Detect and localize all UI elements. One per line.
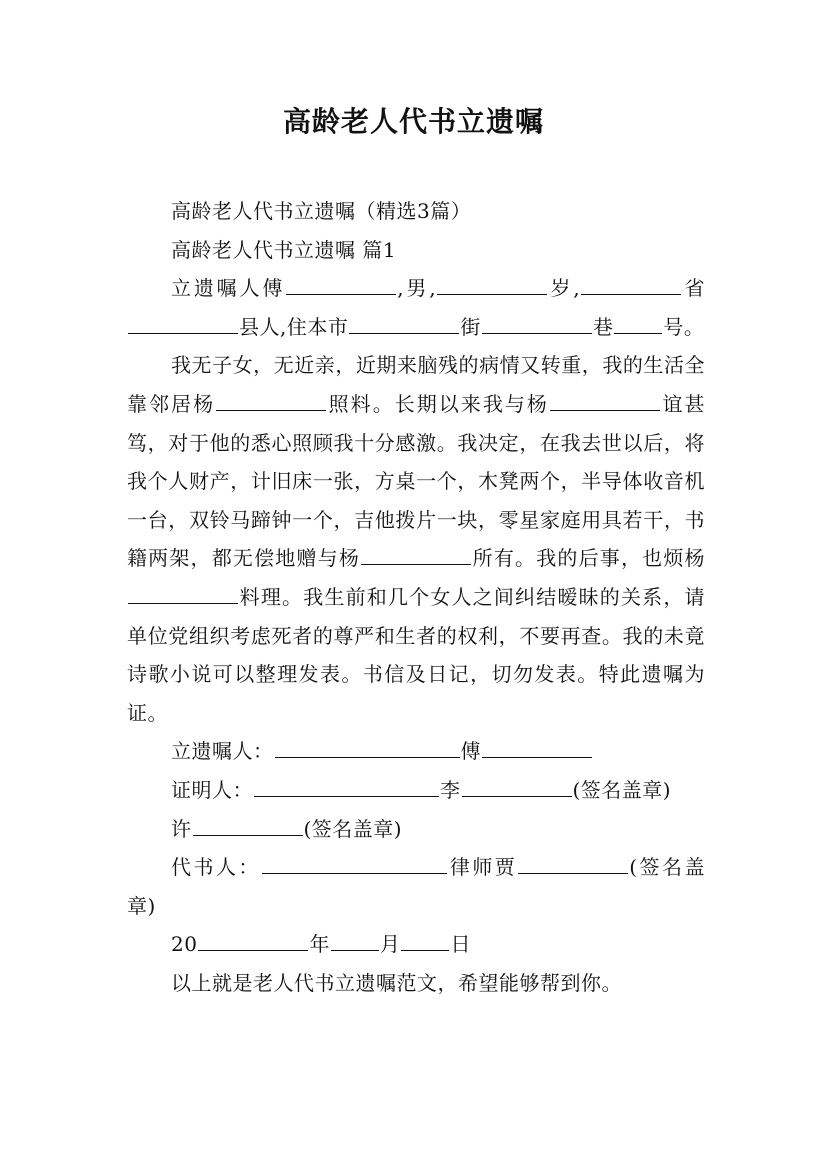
executor-name-blank — [128, 582, 238, 604]
signature-blank — [518, 852, 628, 874]
testator-signature-line — [127, 732, 705, 771]
neighbor-name-blank — [550, 389, 660, 411]
date-line — [127, 925, 705, 964]
signature-blank — [193, 814, 303, 836]
text-segment: 所有。我的后事，也烦杨 — [472, 546, 705, 571]
text-segment: 号。 — [663, 314, 705, 339]
text-segment: 谊甚笃，对于他的悉心照顾我十分感激。我决定，在我去世以后，将我个人财产，计旧床一张，方桌一个，木凳两个，半导体收音机一台，双铃马蹄钟一个，吉他拨片一块，零星家庭用具若干，书籍两架，都无偿地赠与杨 — [127, 391, 706, 571]
text-segment: 省 — [682, 276, 706, 301]
signature-blank — [482, 736, 592, 758]
witness-signature-line — [127, 771, 705, 810]
text-segment: 照料。长期以来我与杨 — [327, 391, 549, 416]
name-blank — [286, 273, 396, 295]
text-segment: (签名盖章) — [127, 855, 705, 918]
text-segment: 月 — [379, 932, 401, 957]
text-segment: ,男, — [397, 276, 437, 301]
month-blank — [331, 929, 379, 951]
text-segment: 傅 — [460, 739, 481, 764]
will-content-paragraph — [127, 346, 705, 732]
text-segment: 日 — [450, 932, 471, 957]
text-segment: 律师贾 — [447, 855, 518, 880]
closing-text: 以上就是老人代书立遗嘱范文，希望能够帮到你。 — [171, 970, 622, 995]
text-segment: 县人,住本市 — [239, 314, 349, 339]
text-segment: 20 — [171, 932, 198, 957]
signature-blank — [462, 775, 572, 797]
street-blank — [349, 312, 459, 334]
text-segment: (签名盖章) — [572, 777, 672, 802]
text-segment: 街 — [460, 314, 481, 339]
text-segment: 我无子女，无近亲，近期来脑残的病情又转重，我的生活全靠邻居杨 — [127, 353, 705, 416]
text-segment: 岁, — [548, 276, 581, 301]
year-blank — [198, 929, 308, 951]
text-segment: (签名盖章) — [303, 816, 403, 841]
beneficiary-name-blank — [361, 543, 471, 565]
number-blank — [614, 312, 662, 334]
text-segment: 料理。我生前和几个女人之间纠结暧昧的关系，请单位党组织考虑死者的尊严和生者的权利，不要再查。我的未竟诗歌小说可以整理发表。书信及日记，切勿发表。特此遗嘱为证。 — [127, 584, 705, 725]
age-blank — [437, 273, 547, 295]
signature-blank — [254, 775, 439, 797]
text-segment: 证明人： — [171, 777, 253, 802]
neighbor-name-blank — [216, 389, 326, 411]
text-segment: 立遗嘱人傅 — [171, 276, 286, 301]
text-segment: 李 — [440, 777, 461, 802]
day-blank — [401, 929, 449, 951]
text-segment: 代书人： — [171, 855, 261, 880]
text-segment: 年 — [309, 932, 330, 957]
scribe-signature-line — [127, 848, 705, 925]
testator-info-paragraph — [127, 269, 705, 346]
second-witness-signature-line — [127, 810, 705, 849]
signature-blank — [275, 736, 460, 758]
signature-blank — [262, 852, 447, 874]
text-segment: 巷 — [592, 314, 614, 339]
lane-blank — [482, 312, 592, 334]
document-body — [127, 192, 705, 1002]
document-title: 高龄老人代书立遗嘱 — [282, 105, 544, 138]
county-blank — [128, 312, 238, 334]
text-segment: 立遗嘱人： — [171, 739, 274, 764]
subtitle: 高龄老人代书立遗嘱（精选3篇） — [171, 199, 472, 223]
section-heading: 高龄老人代书立遗嘱 篇1 — [171, 237, 397, 262]
text-segment: 许 — [171, 816, 192, 841]
province-blank — [581, 273, 681, 295]
